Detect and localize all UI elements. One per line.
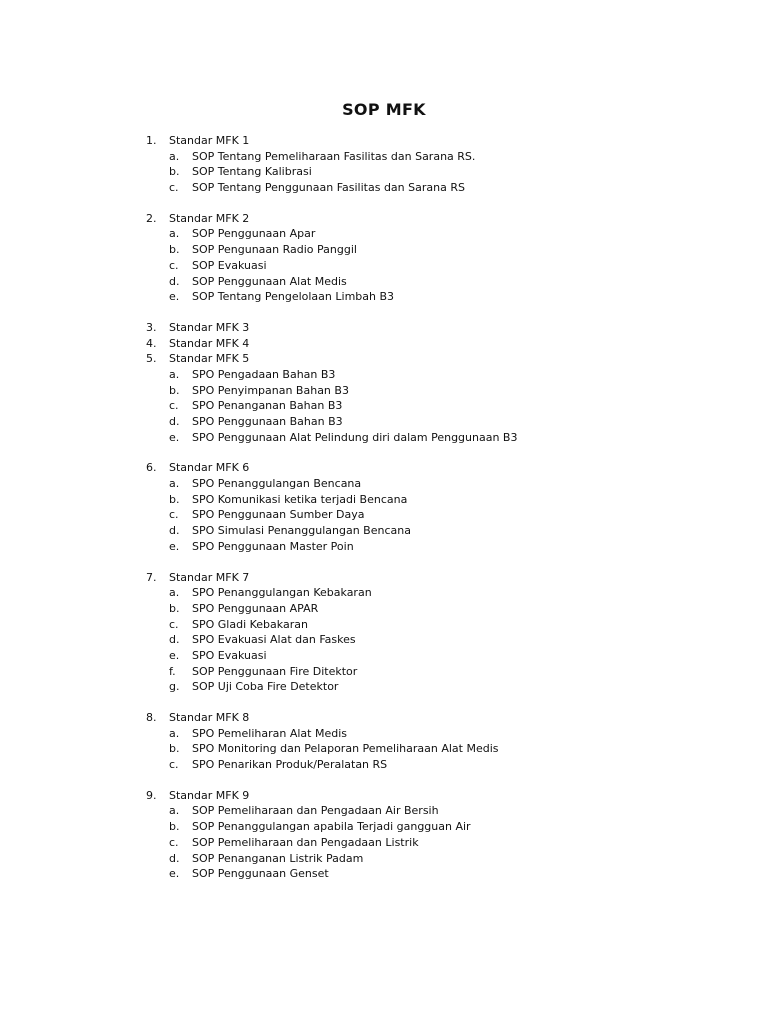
item-text: SOP Tentang Pengelolaan Limbah B3 (192, 290, 395, 304)
list-item (0, 492, 768, 508)
item-letter: d. (169, 274, 180, 288)
item-letter: d. (169, 415, 180, 428)
list-item (0, 398, 768, 414)
list-item (0, 648, 768, 664)
list-item (0, 476, 768, 492)
item-letter: b. (169, 601, 180, 615)
list-item (0, 601, 768, 617)
item-letter: c. (169, 617, 179, 631)
standard-section (0, 211, 768, 305)
item-text: SPO Komunikasi ketika terjadi Bencana (192, 492, 408, 506)
standard-heading (0, 211, 768, 227)
item-letter: a. (169, 804, 180, 818)
standard-heading (0, 460, 768, 476)
standard-section (0, 320, 768, 336)
item-letter: a. (169, 227, 180, 241)
standard-heading (0, 351, 768, 367)
list-item (0, 258, 768, 274)
standard-label: Standar MFK 1 (169, 134, 250, 147)
item-text: SPO Gladi Kebakaran (192, 617, 308, 631)
item-letter: d. (169, 524, 180, 538)
item-text: SPO Penanganan Bahan B3 (192, 399, 343, 413)
item-text: SPO Monitoring dan Pelaporan Pemeliharaan Alat Medis (192, 742, 499, 756)
item-letter: a. (169, 586, 180, 600)
standard-label: Standar MFK 4 (169, 336, 250, 350)
item-text: SPO Simulasi Penanggulangan Bencana (192, 524, 411, 538)
item-text: SPO Penggunaan Alat Pelindung diri dalam Penggunaan B3 (192, 430, 518, 444)
standard-label: Standar MFK 9 (169, 788, 250, 802)
item-letter: a. (169, 367, 180, 381)
item-text: SPO Penggunaan Sumber Daya (192, 508, 365, 522)
item-text: SOP Pengunaan Radio Panggil (192, 243, 357, 257)
list-item (0, 757, 768, 773)
item-letter: a. (169, 726, 180, 740)
item-letter: c. (169, 835, 179, 849)
list-item (0, 507, 768, 523)
list-item (0, 741, 768, 757)
standard-number: 3. (146, 320, 157, 334)
item-letter: f. (169, 664, 176, 678)
item-letter: e. (169, 867, 180, 881)
list-item (0, 632, 768, 648)
item-letter: e. (169, 290, 180, 304)
item-letter: d. (169, 633, 180, 647)
list-item (0, 617, 768, 633)
standard-section (0, 133, 768, 196)
standard-number: 7. (146, 570, 157, 584)
list-item (0, 414, 768, 430)
item-letter: c. (169, 758, 179, 772)
item-letter: d. (169, 851, 180, 865)
list-item (0, 523, 768, 539)
item-text: SOP Pemeliharaan dan Pengadaan Listrik (192, 835, 419, 849)
standard-number: 6. (146, 461, 157, 475)
list-item (0, 726, 768, 742)
item-letter: e. (169, 539, 180, 553)
list-item (0, 539, 768, 555)
standards-list (0, 133, 768, 882)
item-text: SOP Tentang Pemeliharaan Fasilitas dan Sarana RS. (192, 149, 476, 163)
item-letter: a. (169, 149, 180, 163)
item-text: SPO Evakuasi Alat dan Faskes (192, 633, 356, 647)
standard-number: 9. (146, 788, 157, 802)
item-text: SPO Penanggulangan Kebakaran (192, 586, 372, 600)
list-item (0, 664, 768, 680)
standard-heading (0, 133, 768, 149)
standard-section (0, 710, 768, 773)
item-text: SPO Penarikan Produk/Peralatan RS (192, 758, 388, 772)
item-letter: c. (169, 508, 179, 522)
standard-label: Standar MFK 5 (169, 352, 250, 366)
item-text: SOP Tentang Penggunaan Fasilitas dan Sarana RS (192, 181, 465, 195)
standard-number: 4. (146, 336, 157, 350)
item-text: SOP Uji Coba Fire Detektor (192, 680, 339, 694)
item-letter: b. (169, 820, 180, 834)
standard-number: 2. (146, 211, 157, 225)
standard-section (0, 460, 768, 554)
item-text: SPO Pemeliharan Alat Medis (192, 726, 347, 740)
item-letter: e. (169, 648, 180, 662)
standard-section (0, 336, 768, 352)
item-text: SOP Penggunaan Alat Medis (192, 274, 347, 288)
list-item (0, 242, 768, 258)
list-item (0, 367, 768, 383)
standard-section (0, 570, 768, 696)
item-letter: a. (169, 477, 180, 491)
list-item (0, 149, 768, 165)
standard-label: Standar MFK 7 (169, 570, 250, 584)
list-item (0, 819, 768, 835)
item-text: SOP Tentang Kalibrasi (192, 165, 312, 179)
standard-label: Standar MFK 2 (169, 211, 250, 225)
item-text: SPO Penggunaan Master Poin (192, 539, 354, 553)
item-text: SOP Pemeliharaan dan Pengadaan Air Bersih (192, 804, 439, 818)
item-text: SOP Penggunaan Fire Ditektor (192, 664, 358, 678)
item-letter: b. (169, 742, 180, 756)
item-text: SOP Evakuasi (192, 258, 267, 272)
item-letter: c. (169, 258, 179, 272)
standard-heading (0, 788, 768, 804)
item-text: SPO Penggunaan Bahan B3 (192, 415, 343, 428)
item-letter: b. (169, 243, 180, 257)
standard-label: Standar MFK 8 (169, 711, 250, 724)
standard-section (0, 351, 768, 445)
list-item (0, 289, 768, 305)
standard-number: 5. (146, 352, 157, 366)
standard-heading (0, 710, 768, 726)
standard-heading (0, 570, 768, 586)
item-text: SOP Penanganan Listrik Padam (192, 851, 364, 865)
list-item (0, 164, 768, 180)
item-text: SPO Penyimpanan Bahan B3 (192, 383, 349, 397)
standard-label: Standar MFK 3 (169, 320, 250, 334)
item-letter: g. (169, 680, 180, 694)
standard-number: 8. (146, 711, 157, 724)
item-letter: c. (169, 181, 179, 195)
standard-heading (0, 336, 768, 352)
standard-section (0, 788, 768, 882)
standard-number: 1. (146, 134, 157, 147)
item-letter: b. (169, 492, 180, 506)
list-item (0, 383, 768, 399)
item-letter: b. (169, 383, 180, 397)
item-text: SPO Pengadaan Bahan B3 (192, 367, 336, 381)
page-title: SOP MFK (342, 100, 426, 119)
list-item (0, 585, 768, 601)
item-letter: c. (169, 399, 179, 413)
list-item (0, 803, 768, 819)
list-item (0, 679, 768, 695)
item-text: SOP Penanggulangan apabila Terjadi gangguan Air (192, 820, 471, 834)
item-text: SPO Penanggulangan Bencana (192, 477, 362, 491)
item-text: SPO Evakuasi (192, 648, 267, 662)
list-item (0, 851, 768, 867)
list-item (0, 180, 768, 196)
list-item (0, 430, 768, 446)
item-text: SOP Penggunaan Genset (192, 867, 329, 881)
standard-heading (0, 320, 768, 336)
list-item (0, 866, 768, 882)
item-text: SPO Penggunaan APAR (192, 601, 319, 615)
item-text: SOP Penggunaan Apar (192, 227, 316, 241)
item-letter: b. (169, 165, 180, 179)
item-letter: e. (169, 430, 180, 444)
list-item (0, 835, 768, 851)
list-item (0, 274, 768, 290)
standard-label: Standar MFK 6 (169, 461, 250, 475)
list-item (0, 226, 768, 242)
